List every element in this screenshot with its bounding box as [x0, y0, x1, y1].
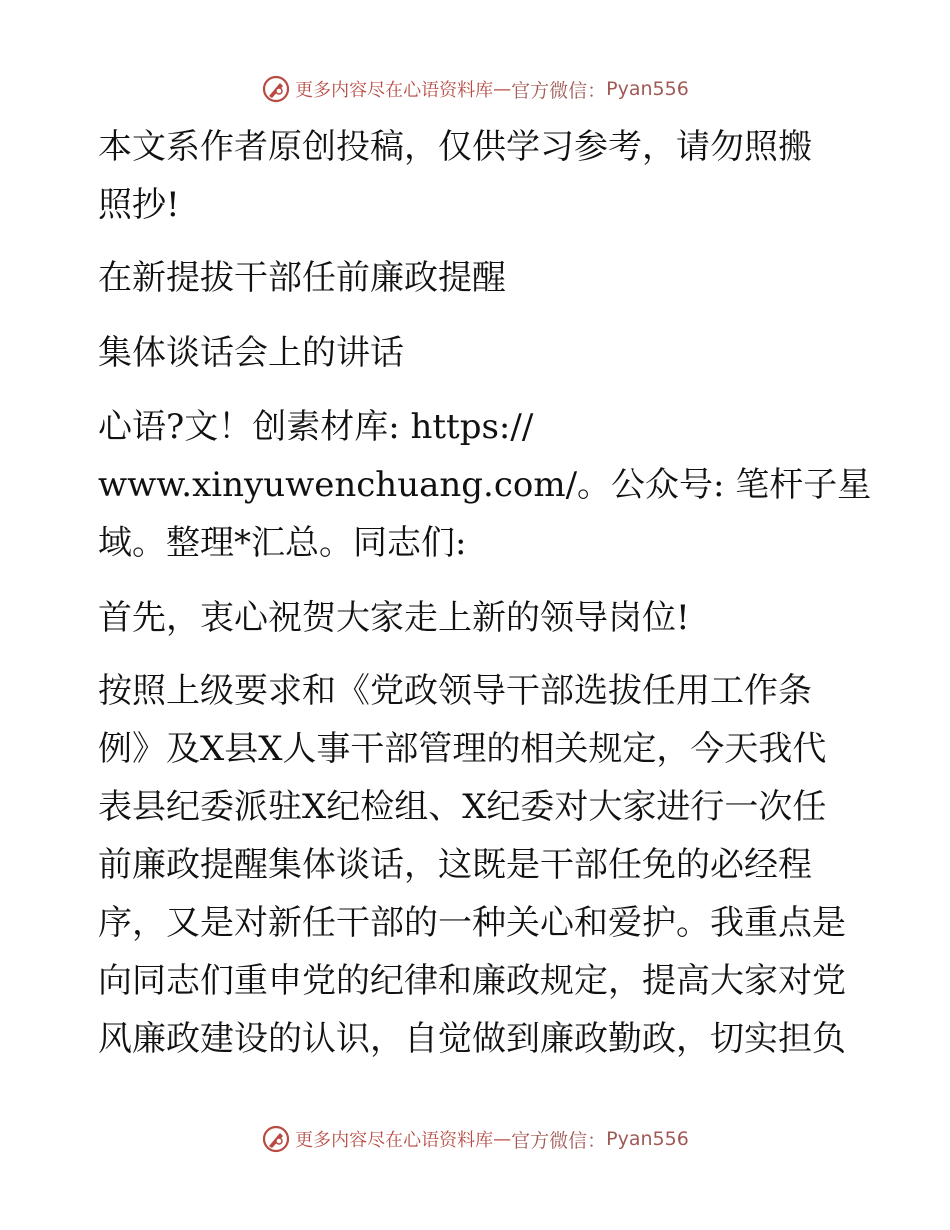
source-line: 心语?文！创素材库: https:// — [98, 407, 534, 447]
footer-wechat-id: Pyan556 — [606, 1128, 689, 1150]
intro-line: 照抄! — [98, 185, 180, 225]
greeting-line: 首先，衷心祝贺大家走上新的领导岗位! — [98, 598, 690, 638]
speech-subtitle — [98, 324, 858, 382]
main-line: 风廉政建设的认识，自觉做到廉政勤政，切实担负 — [98, 1019, 846, 1059]
main-line: 按照上级要求和《党政领导干部选拔任用工作条 — [98, 671, 812, 711]
pen-nib-circle-logo — [261, 74, 291, 104]
source-line: 域。整理*汇总。同志们: — [98, 523, 467, 563]
main-line: 序，又是对新任干部的一种关心和爱护。我重点是 — [98, 903, 846, 943]
intro-paragraph — [98, 118, 858, 234]
intro-line: 本文系作者原创投稿，仅供学习参考，请勿照搬 — [98, 127, 812, 167]
main-line: 前廉政提醒集体谈话，这既是干部任免的必经程 — [98, 845, 812, 885]
title-line-1: 在新提拔干部任前廉政提醒 — [98, 258, 506, 298]
header-dash: — — [493, 78, 512, 100]
source-paragraph — [98, 398, 872, 572]
header-wechat-id: Pyan556 — [606, 78, 689, 100]
footer-dash: — — [493, 1128, 512, 1150]
header-brand-text: 更多内容尽在心语资料库 — [295, 80, 494, 101]
header-banner — [0, 74, 950, 104]
source-line: www.xinyuwenchuang.com/。公众号: 笔杆子星 — [98, 465, 872, 505]
footer-wechat-label: 官方微信： — [511, 1129, 607, 1152]
main-paragraph — [98, 662, 858, 1068]
footer-banner — [0, 1124, 950, 1154]
pen-nib-circle-logo — [261, 1124, 291, 1154]
speech-title — [98, 249, 858, 307]
header-wechat-label: 官方微信： — [511, 79, 607, 102]
title-line-2: 集体谈话会上的讲话 — [98, 333, 404, 373]
main-line: 例》及X县X人事干部管理的相关规定，今天我代 — [98, 729, 827, 769]
footer-brand-text: 更多内容尽在心语资料库 — [295, 1130, 494, 1151]
main-line: 向同志们重申党的纪律和廉政规定，提高大家对党 — [98, 961, 846, 1001]
main-line: 表县纪委派驻X纪检组、X纪委对大家进行一次任 — [98, 787, 827, 827]
greeting-paragraph — [98, 589, 858, 647]
